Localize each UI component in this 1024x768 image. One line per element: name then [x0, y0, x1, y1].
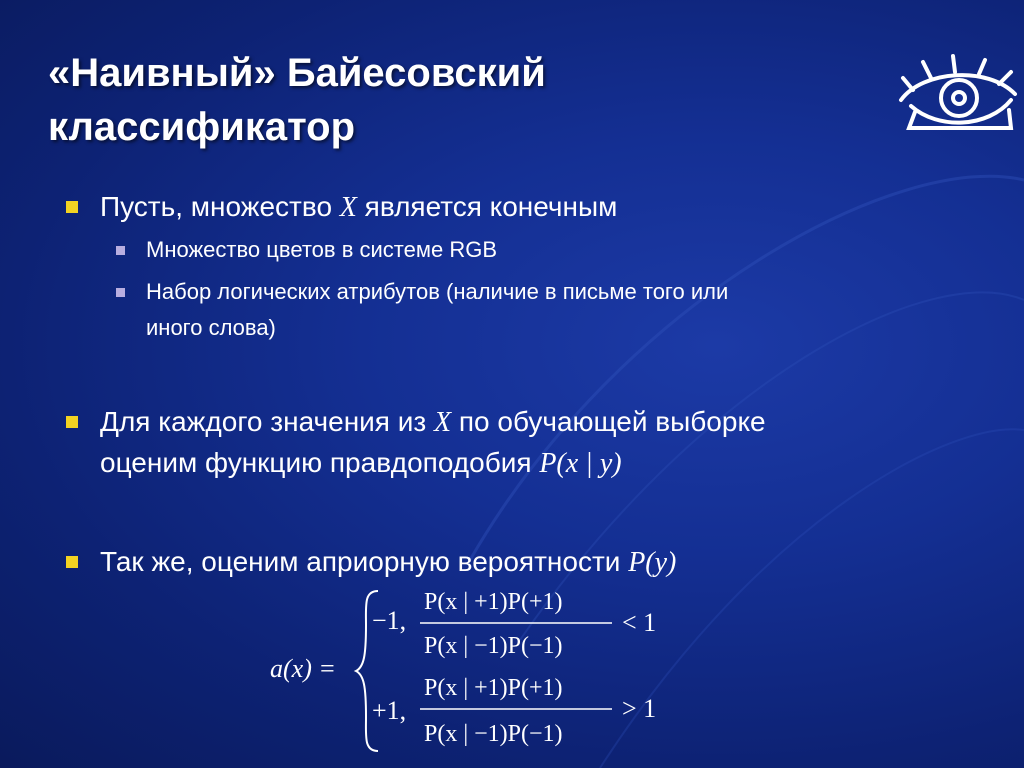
slide-title: [48, 46, 808, 154]
decision-rule-formula: [260, 585, 680, 757]
prior-formula: P(y): [628, 547, 677, 578]
eye-logo-icon: [893, 52, 1023, 134]
bullet-item-1: Пусть, множество X является конечным: [100, 187, 617, 228]
bullet-square-icon: [66, 416, 78, 428]
sub-item-2: Набор логических атрибутов (наличие в письме того или иного слова): [146, 274, 728, 346]
bullet-square-icon: [66, 201, 78, 213]
bullet-item-2: Для каждого значения из X по обучающей выборке оценим функцию правдоподобия P(x | y): [100, 402, 766, 484]
sub-item-1: Множество цветов в системе RGB: [146, 232, 497, 268]
sub-bullet-icon: [116, 288, 125, 297]
bullet-item-3: Так же, оценим априорную вероятности P(y): [100, 542, 676, 583]
bullet-square-icon: [66, 556, 78, 568]
case2-denominator: P(x | −1)P(−1): [424, 721, 563, 747]
case1-sign: −1,: [372, 606, 407, 635]
sub-bullet-icon: [116, 246, 125, 255]
title-line-1: «Наивный» Байесовский: [48, 51, 546, 95]
case1-relation: < 1: [622, 608, 657, 637]
title-line-2: классификатор: [48, 105, 356, 149]
case2-sign: +1,: [372, 696, 407, 725]
case1-numerator: P(x | +1)P(+1): [424, 589, 563, 615]
variable-x: X: [434, 407, 452, 438]
likelihood-formula: P(x | y): [539, 448, 622, 479]
variable-x: X: [339, 192, 357, 223]
case2-numerator: P(x | +1)P(+1): [424, 675, 563, 701]
case2-relation: > 1: [622, 694, 657, 723]
formula-lhs: a(x) =: [270, 654, 336, 683]
case1-denominator: P(x | −1)P(−1): [424, 633, 563, 659]
